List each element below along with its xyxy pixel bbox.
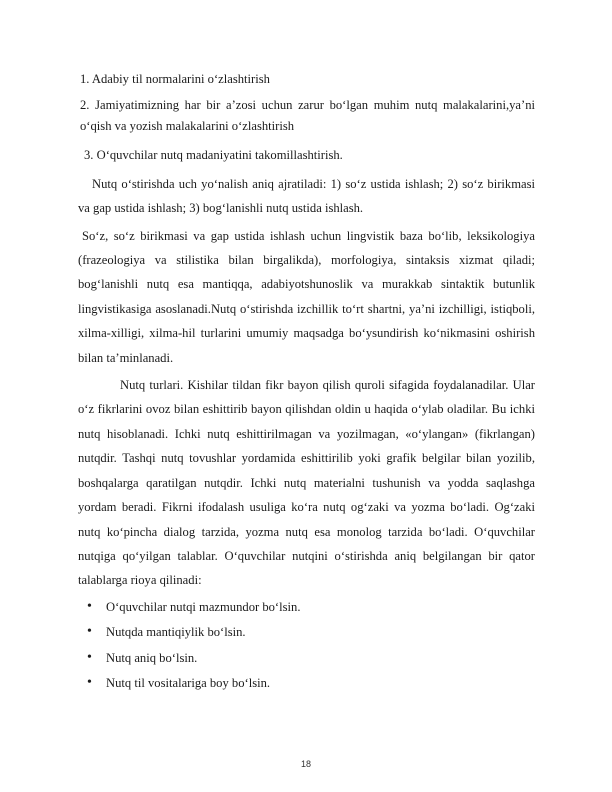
bullet-icon: • bbox=[87, 674, 92, 690]
paragraph-speech-directions: Nutq oʻstirishda uch yoʻnalish aniq ajratiladi: 1) soʻz ustida ishlash; 2) soʻz birikmasi va gap ustida ishlash; 3) bogʻlanishli nutq ustida ishlash. bbox=[78, 176, 535, 216]
list-item-1: 1. Adabiy til normalarini oʻzlashtirish bbox=[80, 72, 270, 86]
list-item-2: 2. Jamiyatimizning har bir aʼzosi uchun zarur boʻlgan muhim nutq malakalarini,yaʼni oʻqish va yozish malakalarini oʻzlashtirish bbox=[80, 98, 535, 134]
requirement-text: Nutqda mantiqiylik boʻlsin. bbox=[106, 625, 246, 640]
requirement-text: Oʻquvchilar nutqi mazmundor boʻlsin. bbox=[106, 599, 301, 614]
document-body bbox=[78, 64, 535, 696]
requirement-text: Nutq til vositalariga boy boʻlsin. bbox=[106, 675, 271, 690]
requirement-item bbox=[78, 595, 535, 619]
page-number: 18 bbox=[300, 759, 311, 769]
paragraph-speech-types: Nutq turlari. Kishilar tildan fikr bayon qilish quroli sifagida foydalanadilar. Ular oʻz fikrlarini ovoz bilan eshittirib bayon qilishdan oldin u haqida oʻylab oladilar. Bu ichki nutq hisoblanadi. Ichki nutq eshittirilmagan va yozilmagan, «oʻylangan» (fikrlangan) nutqdir. Tashqi nutq tovushlar yordamida eshittirilib yoki grafik belgilar bilan yozilib, boshqalarga qaratilgan nutqdir. Ichki nutq materialni tushunish va yodda saqlashga yordam beradi. Fikrni ifodalash usuliga koʻra nutq ogʻzaki va yozma boʻladi. Ogʻzaki nutq koʻpincha dialog tarzida, yozma nutq esa monolog tarzida boʻladi. Oʻquvchilar nutqiga qoʻyilgan talablar. Oʻquvchilar nutqini oʻstirishda aniq belgilangan bir qator talablarga rioya qilinadi: bbox=[78, 378, 535, 588]
bullet-icon: • bbox=[87, 624, 92, 640]
requirement-item bbox=[78, 671, 535, 695]
bullet-icon: • bbox=[87, 598, 92, 614]
requirements-list bbox=[78, 595, 535, 696]
paragraph-linguistic-base: Soʻz, soʻz birikmasi va gap ustida ishlash uchun lingvistik baza boʻlib, leksikologiya (frazeologiya va stilistika bilan birgalikda), morfologiya, sintaksis xizmat qiladi; bogʻlanishli nutq esa mantiqqa, adabiyotshunoslik va murakkab sintaktik butunlik lingvistikasiga asoslanadi.Nutq oʻstirishda izchillik toʻrt shartni, yaʼni izchilligi, istiqboli, xilma-xilligi, xilma-hil turlarini umumiy maqsadga boʻysundirish koʻnikmasini oshirish bilan taʼminlanadi. bbox=[78, 228, 535, 365]
bullet-icon: • bbox=[87, 649, 92, 665]
requirement-item bbox=[78, 646, 535, 670]
list-item-3: 3. Oʻquvchilar nutq madaniyatini takomillashtirish. bbox=[84, 148, 343, 163]
requirement-text: Nutq aniq boʻlsin. bbox=[106, 650, 198, 665]
requirement-item bbox=[78, 620, 535, 644]
